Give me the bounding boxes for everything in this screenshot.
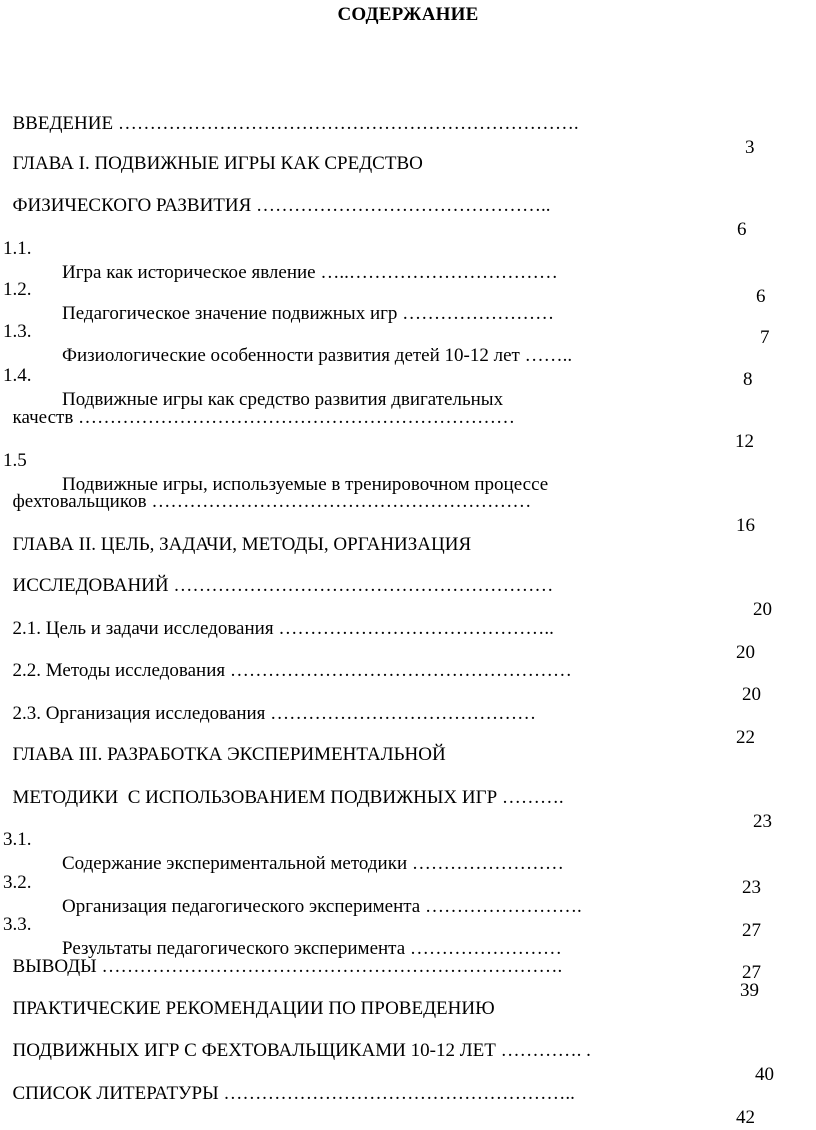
- toc-entry-text: фехтовальщиков ……………………………………………………: [12, 491, 532, 512]
- toc-page-number: 40: [755, 1064, 774, 1085]
- toc-entry-number: 1.2.: [3, 279, 32, 300]
- toc-entry-1-5-line-2: [3, 466, 755, 536]
- toc-entry-1-4-line-2: [3, 382, 754, 452]
- toc-entry-chapter-2-line-1: [3, 509, 472, 555]
- toc-entry-recommendations-line-2: [3, 1015, 774, 1085]
- toc-entry-text: Подвижные игры, используемые в тренировочном процессе: [62, 474, 549, 495]
- toc-entry-text: ВВЕДЕНИЕ ……………………………………………………………….: [12, 113, 579, 134]
- toc-entry-chapter-1-line-1: [3, 128, 423, 174]
- toc-entry-text: ФИЗИЧЕСКОГО РАЗВИТИЯ ………………………………………..: [12, 195, 551, 216]
- toc-entry-text: Игра как историческое явление …..……………………………: [62, 262, 558, 283]
- toc-entry-2-2: [3, 635, 761, 705]
- toc-page-number: 20: [753, 599, 772, 620]
- toc-entry-text: 2.3. Организация исследования ……………………………………: [12, 703, 537, 724]
- toc-page-number: 23: [753, 811, 772, 832]
- toc-entry-text: 2.2. Методы исследования ………………………………………………: [12, 660, 572, 681]
- toc-entry-references: [3, 1058, 755, 1128]
- toc-page-number: 20: [736, 642, 755, 663]
- toc-entry-text: Педагогическое значение подвижных игр ……………………: [62, 303, 555, 324]
- toc-page-number: 6: [737, 219, 747, 240]
- toc-entry-chapter-3-line-2: [3, 762, 772, 832]
- toc-entry-text: Результаты педагогического эксперимента ……………………: [62, 938, 562, 959]
- toc-entry-number: 3.3.: [3, 914, 32, 935]
- toc-entry-number: 1.3.: [3, 321, 32, 342]
- toc-page-number: 6: [756, 286, 766, 307]
- toc-entry-introduction: [3, 88, 755, 158]
- toc-entry-text: ПОДВИЖНЫХ ИГР С ФЕХТОВАЛЬЩИКАМИ 10-12 ЛЕТ …………. .: [12, 1040, 591, 1061]
- toc-entry-text: Организация педагогического эксперимента …………………….: [62, 896, 582, 917]
- toc-page-number: 8: [743, 369, 753, 390]
- toc-entry-text: СПИСОК ЛИТЕРАТУРЫ ………………………………………………..: [12, 1083, 575, 1104]
- toc-entry-number: 1.5: [3, 450, 27, 471]
- toc-page-number: 42: [736, 1107, 755, 1128]
- toc-entry-chapter-1-line-2: [3, 170, 747, 240]
- toc-entry-number: 1.1.: [3, 238, 32, 259]
- toc-entry-2-1: [3, 593, 755, 663]
- toc-entry-text: ИССЛЕДОВАНИЙ ……………………………………………………: [12, 575, 554, 596]
- toc-page-number: 7: [760, 327, 770, 348]
- toc-entry-number: 3.2.: [3, 872, 32, 893]
- toc-entry-text: Физиологические особенности развития детей 10-12 лет ……..: [62, 345, 573, 366]
- toc-entry-text: Содержание экспериментальной методики ……………………: [62, 853, 564, 874]
- toc-page-number: 16: [736, 515, 755, 536]
- toc-entry-text: ВЫВОДЫ ……………………………………………………………….: [12, 956, 563, 977]
- toc-page-number: 27: [742, 920, 761, 941]
- toc-title: СОДЕРЖАНИЕ: [337, 4, 479, 25]
- toc-page-number: 3: [745, 137, 755, 158]
- toc-page-number: 27: [742, 962, 761, 983]
- toc-entry-recommendations-line-1: [3, 973, 495, 1019]
- toc-entry-text: МЕТОДИКИ С ИСПОЛЬЗОВАНИЕМ ПОДВИЖНЫХ ИГР ……….: [12, 787, 564, 808]
- toc-entry-text: качеств ……………………………………………………………: [12, 407, 516, 428]
- toc-entry-1-5-line-1: [3, 425, 549, 495]
- toc-entry-number: 1.4.: [3, 365, 32, 386]
- toc-page-number: 20: [742, 684, 761, 705]
- toc-entry-text: ГЛАВА III. РАЗРАБОТКА ЭКСПЕРИМЕНТАЛЬНОЙ: [12, 744, 446, 765]
- toc-entry-number: 3.1.: [3, 829, 32, 850]
- toc-entry-text: ГЛАВА II. ЦЕЛЬ, ЗАДАЧИ, МЕТОДЫ, ОРГАНИЗАЦИЯ: [12, 534, 472, 555]
- toc-entry-text: ПРАКТИЧЕСКИЕ РЕКОМЕНДАЦИИ ПО ПРОВЕДЕНИЮ: [12, 998, 495, 1019]
- toc-entry-text: ГЛАВА I. ПОДВИЖНЫЕ ИГРЫ КАК СРЕДСТВО: [12, 153, 423, 174]
- toc-entry-chapter-2-line-2: [3, 550, 772, 620]
- toc-page-number: 22: [736, 727, 755, 748]
- toc-entry-text: Подвижные игры как средство развития двигательных: [62, 389, 504, 410]
- toc-entry-text: 2.1. Цель и задачи исследования ……………………………………..: [12, 618, 554, 639]
- toc-page-number: 23: [742, 877, 761, 898]
- toc-entry-chapter-3-line-1: [3, 719, 446, 765]
- toc-page-number: 12: [735, 431, 754, 452]
- toc-page-number: 39: [740, 980, 759, 1001]
